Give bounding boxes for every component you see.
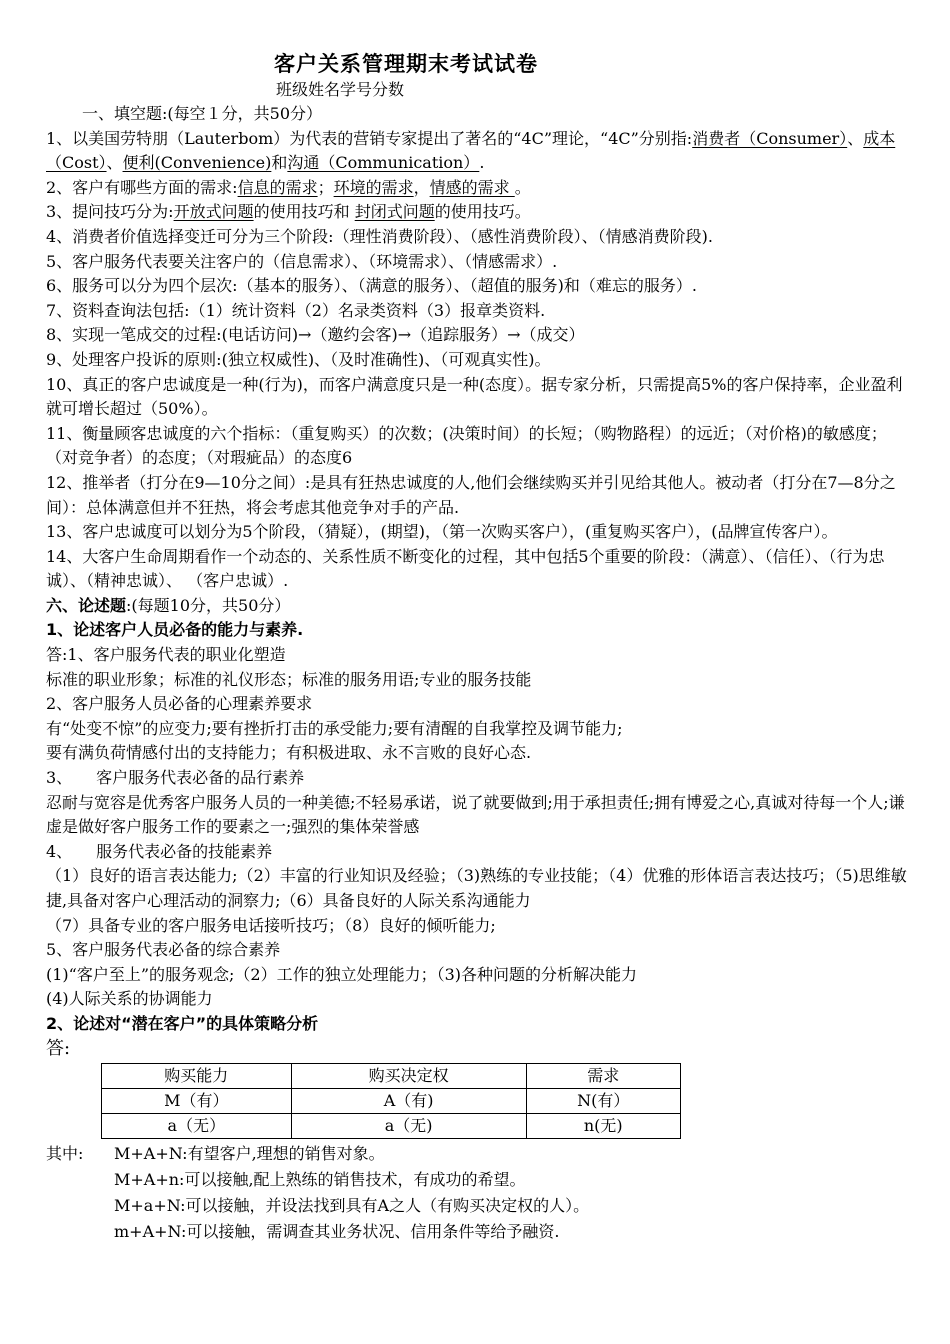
separator: ； xyxy=(317,177,334,197)
essay1-line: 4、 服务代表必备的技能素养 xyxy=(46,841,273,861)
note-row xyxy=(46,1167,908,1193)
question-11: 11、衡量顾客忠诚度的六个指标：（重复购买）的次数；(决策时间）的长短；（购物路程）的远近；（对价格)的敏感度；（对竞争者）的态度；（对瑕疵品）的态度6 xyxy=(46,423,887,468)
table-cell: A（有) xyxy=(291,1088,526,1113)
essay1-line: 有“处变不惊”的应变力;要有挫折打击的承受能力;要有清醒的自我掌控及调节能力; xyxy=(46,718,623,738)
question-7: 7、资料查询法包括:（1）统计资料（2）名录类资料（3）报章类资料. xyxy=(46,300,546,320)
question-8: 8、实现一笔成交的过程:(电话访问)→（邀约会客)→（追踪服务）→（成交） xyxy=(46,325,585,345)
note-text: M+A+N:有望客户,理想的销售对象。 xyxy=(114,1143,385,1163)
essay1-line: （7）具备专业的客户服务电话接听技巧；（8）良好的倾听能力; xyxy=(46,915,496,935)
section6-heading xyxy=(46,594,908,619)
answer-blank: 封闭式问题 xyxy=(354,202,435,222)
table-cell: a（无) xyxy=(291,1113,526,1138)
essay1-line: 5、客户服务代表必备的综合素养 xyxy=(46,940,281,960)
separator: ， xyxy=(413,177,430,197)
table-cell: a（无） xyxy=(102,1113,292,1138)
separator: 和 xyxy=(271,153,288,173)
answer-blank: 开放式问题 xyxy=(173,202,254,222)
question-6: 6、服务可以分为四个层次:（基本的服务）、（满意的服务）、（超值的服务)和（难忘的服务）. xyxy=(46,276,697,296)
question-9: 9、处理客户投诉的原则:(独立权威性)、（及时准确性)、（可观真实性)。 xyxy=(46,349,551,369)
strategy-table xyxy=(101,1063,681,1139)
table-header-cell: 购买决定权 xyxy=(291,1063,526,1088)
table-row xyxy=(102,1088,681,1113)
question-5: 5、客户服务代表要关注客户的（信息需求）、（环境需求）、（情感需求）. xyxy=(46,251,558,271)
essay1-line: (4)人际关系的协调能力 xyxy=(46,989,213,1009)
question-13: 13、客户忠诚度可以划分为5个阶段，（猜疑），(期望)，（第一次购买客户），(重复购买客户），(品牌宣传客户）。 xyxy=(46,522,838,542)
essay1-line: （1）良好的语言表达能力;（2）丰富的行业知识及经验；（3)熟练的专业技能；（4）优雅的形体语言表达技巧；（5)思维敏捷,具备对客户心理活动的洞察力;（6）具备良好的人际关系沟通能力 xyxy=(46,866,907,910)
question-12: 12、推举者（打分在9—10分之间）:是具有狂热忠诚度的人,他们会继续购买并引见给其他人。被动者（打分在7—8分之间）：总体满意但并不狂热，将会考虑其他竞争对手的产品. xyxy=(46,472,896,517)
question-14: 14、大客户生命周期看作一个动态的、关系性质不断变化的过程，其中包括5个重要的阶段：（满意）、（信任）、（行为忠诚）、（精神忠诚）、 （客户忠诚）. xyxy=(46,546,885,591)
question-text: 1、以美国劳特朋（Lauterbom）为代表的营销专家提出了著名的“4C”理论，“4C”分别指: xyxy=(46,128,693,148)
answer-blank: 消费者（Consumer） xyxy=(692,128,848,148)
question-3 xyxy=(46,200,908,225)
student-info-line: 班级姓名学号分数 xyxy=(276,80,405,99)
essay2-title: 2、论述对“潜在客户”的具体策略分析 xyxy=(46,1013,319,1033)
essay1-line: 答:1、客户服务代表的职业化塑造 xyxy=(46,645,286,665)
notes-label: 其中: xyxy=(46,1143,84,1163)
note-text: m+A+N:可以接触，需调查其业务状况、信用条件等给予融资. xyxy=(114,1221,560,1241)
section1-heading: 一、填空题:(每空１分，共50分） xyxy=(82,104,322,123)
note-text: M+a+N:可以接触，并设法找到具有A之人（有购买决定权的人）。 xyxy=(114,1195,590,1215)
note-spacer xyxy=(46,1167,114,1193)
table-header-cell: 购买能力 xyxy=(102,1063,292,1088)
essay1-title: 1、论述客户人员必备的能力与素养. xyxy=(46,620,304,640)
table-cell: M（有） xyxy=(102,1088,292,1113)
question-text: 的使用技巧。 xyxy=(434,202,531,222)
question-10: 10、真正的客户忠诚度是一种(行为)，而客户满意度只是一种(态度）。据专家分析，只需提高5%的客户保持率，企业盈利就可增长超过（50%）。 xyxy=(46,374,903,419)
separator: 。 xyxy=(514,177,531,197)
question-2 xyxy=(46,176,908,201)
note-text: M+A+n:可以接触,配上熟练的销售技术，有成功的希望。 xyxy=(114,1169,526,1189)
essay2-answer-label: 答: xyxy=(46,1037,71,1059)
section6-heading-bold: 六、论述题 xyxy=(46,595,127,615)
note-row xyxy=(46,1193,908,1219)
question-4: 4、消费者价值选择变迁可分为三个阶段:（理性消费阶段）、（感性消费阶段）、（情感消费阶段). xyxy=(46,226,713,246)
essay1-line: 忍耐与宽容是优秀客户服务人员的一种美德;不轻易承诺，说了就要做到;用于承担责任;拥有博爱之心,真诚对待每一个人;谦虚是做好客户服务工作的要素之一;强烈的集体荣誉感 xyxy=(46,792,905,837)
exam-page xyxy=(46,50,908,1245)
separator: . xyxy=(479,153,485,173)
answer-blank: 环境的需求 xyxy=(333,177,414,197)
essay1-line: 3、 客户服务代表必备的品行素养 xyxy=(46,768,305,788)
note-spacer xyxy=(46,1219,114,1245)
answer-blank: 信息的需求 xyxy=(237,177,318,197)
question-text: 3、提问技巧分为: xyxy=(46,202,174,222)
answer-blank: 情感的需求 xyxy=(429,177,515,197)
question-1 xyxy=(46,127,908,176)
answer-blank: 便利(Convenience) xyxy=(122,153,272,173)
answer-blank: 成本（Cost） xyxy=(46,128,896,173)
separator: 、 xyxy=(847,128,864,148)
page-title: 客户关系管理期末考试试卷 xyxy=(274,52,538,76)
essay1-line: 2、客户服务人员必备的心理素养要求 xyxy=(46,694,313,714)
question-text: 的使用技巧和 xyxy=(253,202,355,222)
table-cell: N(有） xyxy=(526,1088,680,1113)
table-header-cell: 需求 xyxy=(526,1063,680,1088)
answer-blank: 沟通（Communication） xyxy=(287,153,480,173)
table-cell: n(无) xyxy=(526,1113,680,1138)
separator: 、 xyxy=(106,153,123,173)
question-text: 2、客户有哪些方面的需求: xyxy=(46,177,238,197)
table-row xyxy=(102,1113,681,1138)
table-header-row xyxy=(102,1063,681,1088)
section6-heading-rest: :(每题10分，共50分） xyxy=(126,595,291,615)
essay1-line: 要有满负荷情感付出的支持能力；有积极进取、永不言败的良好心态. xyxy=(46,743,532,763)
essay1-line: (1)“客户至上”的服务观念;（2）工作的独立处理能力；（3)各种问题的分析解决能力 xyxy=(46,964,638,984)
essay1-line: 标准的职业形象；标准的礼仪形态；标准的服务用语;专业的服务技能 xyxy=(46,669,532,689)
note-row xyxy=(46,1219,908,1245)
note-row xyxy=(46,1141,908,1167)
note-spacer xyxy=(46,1193,114,1219)
